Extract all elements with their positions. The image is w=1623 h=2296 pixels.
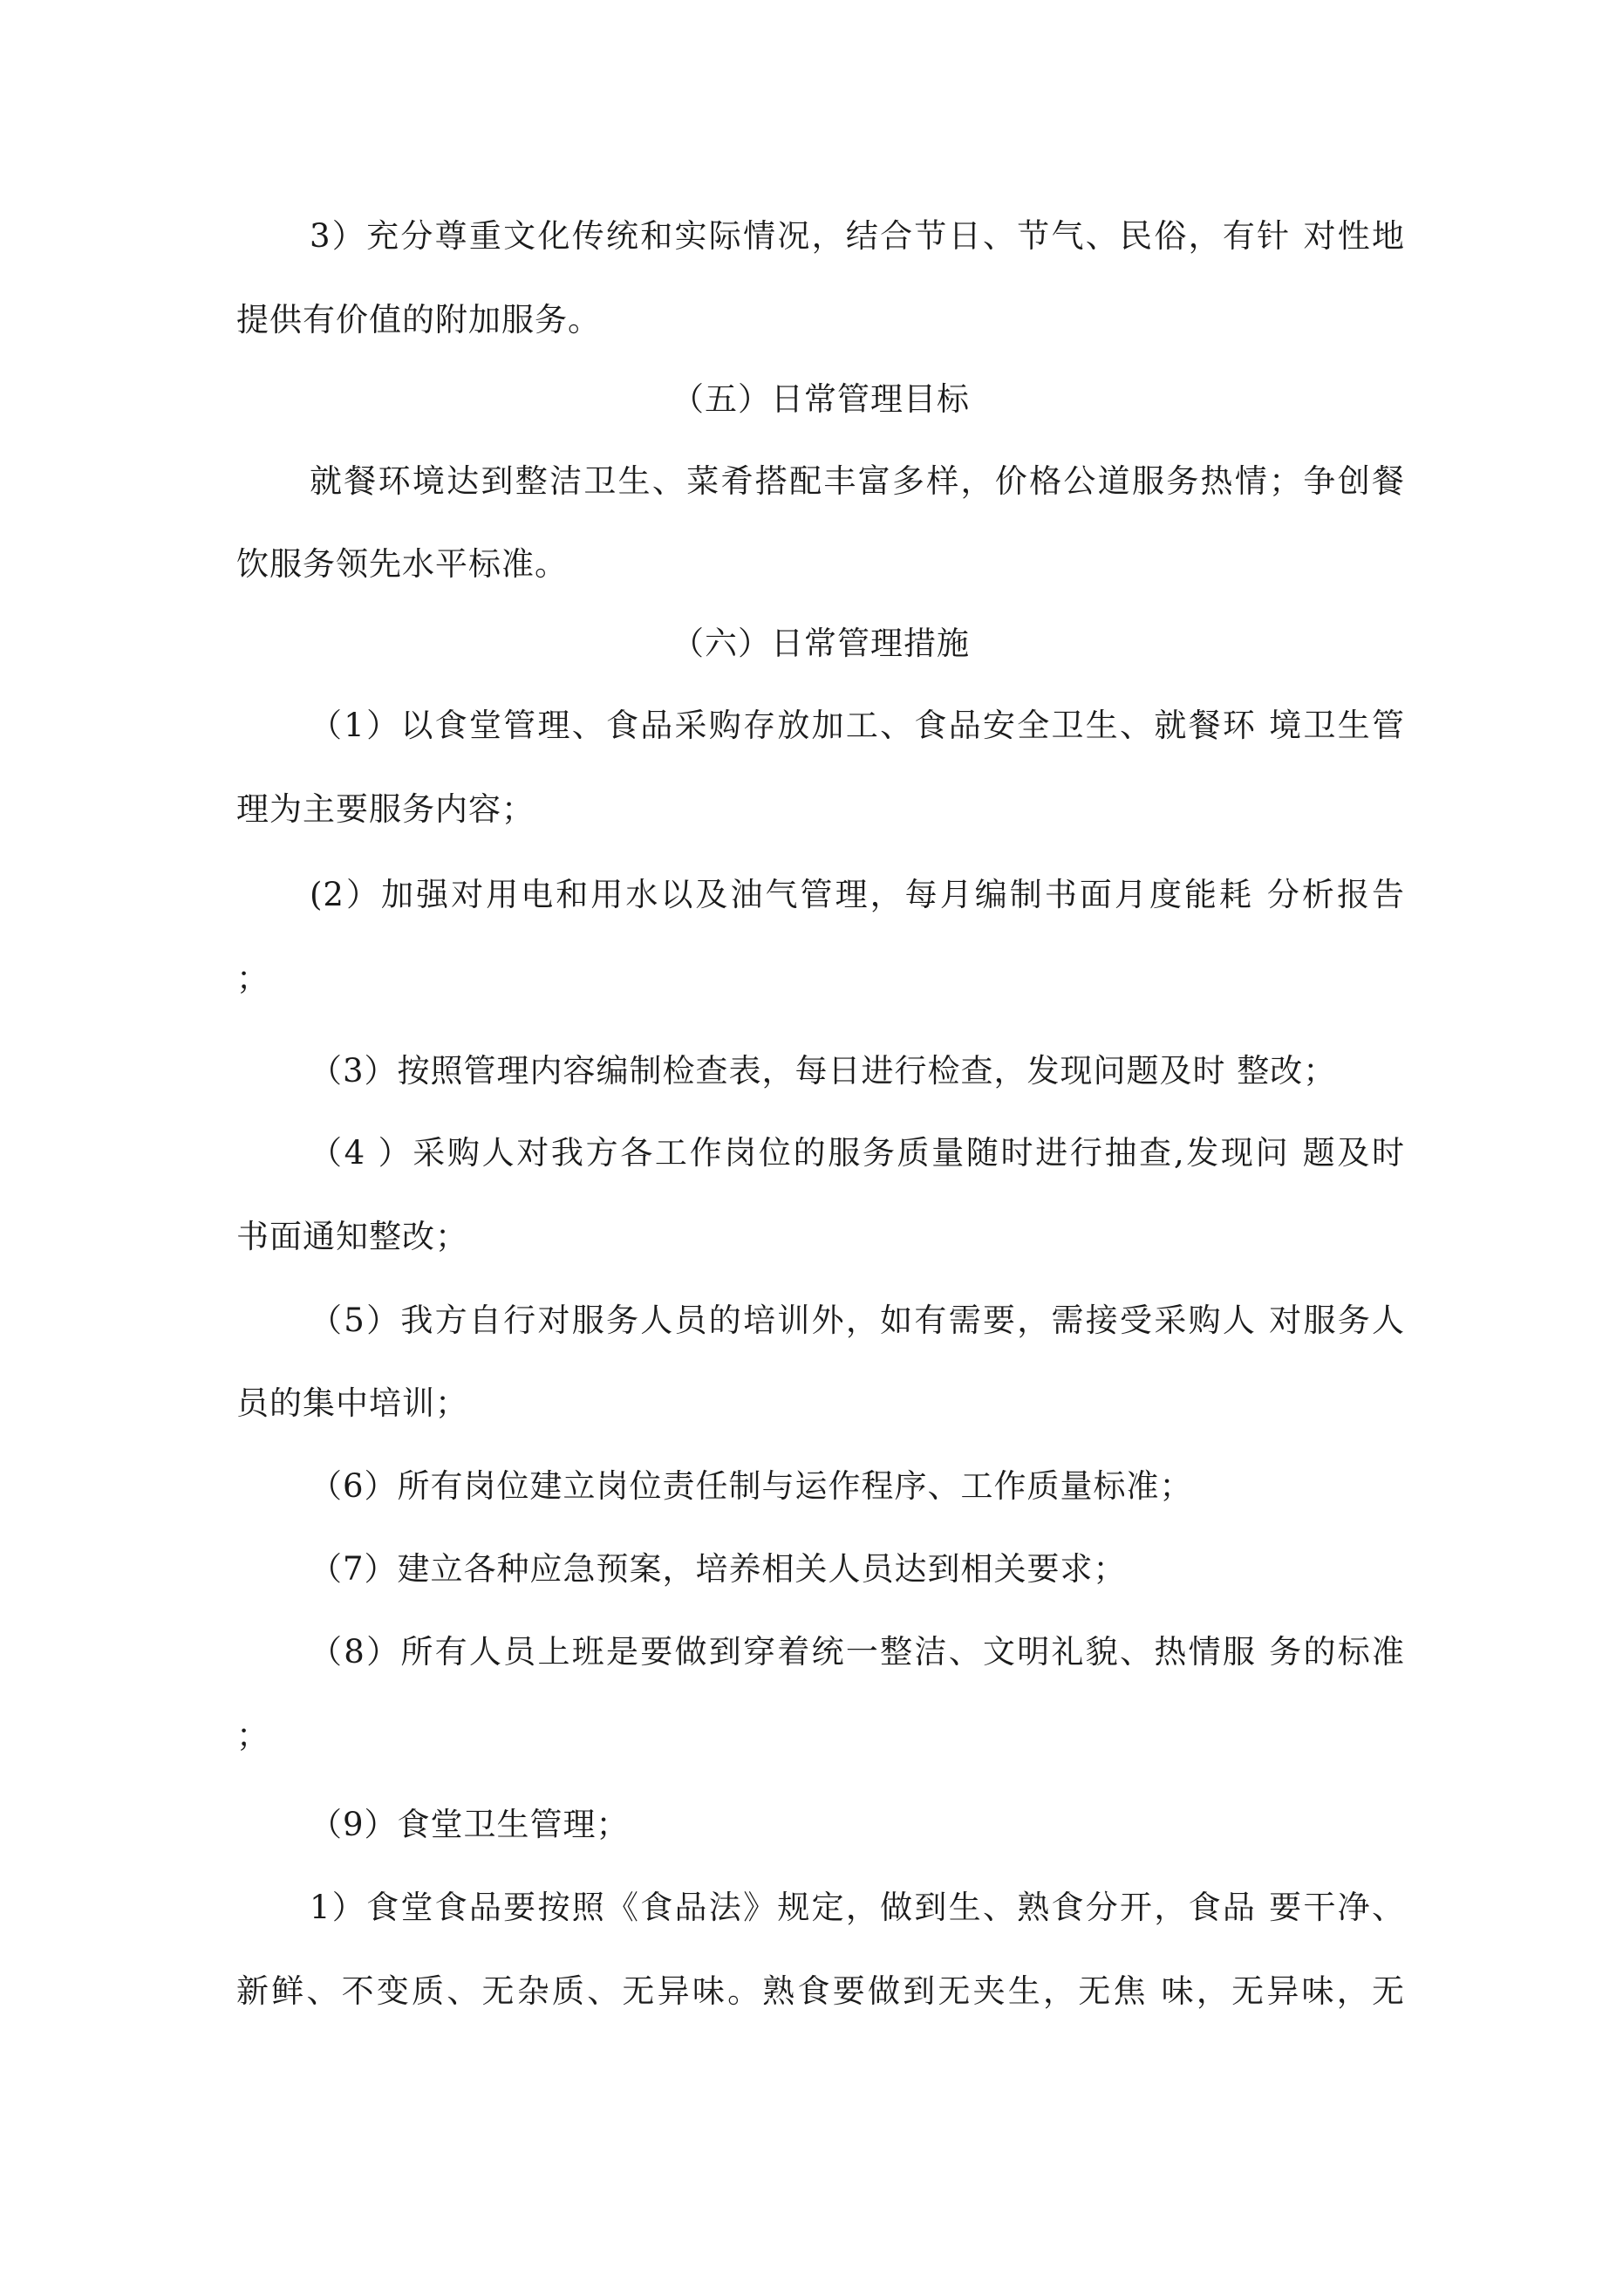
paragraph-line: 就餐环境达到整洁卫生、菜肴搭配丰富多样，价格公道服务热情；争创餐 xyxy=(310,462,1405,500)
paragraph-line: （8）所有人员上班是要做到穿着统一整洁、文明礼貌、热情服 务的标准 xyxy=(310,1633,1405,1671)
paragraph-line: 理为主要服务内容； xyxy=(236,790,535,828)
paragraph-line: 员的集中培训； xyxy=(236,1384,468,1422)
paragraph-line: 1）食堂食品要按照《食品法》规定，做到生、熟食分开，食品 要干净、 xyxy=(310,1889,1405,1926)
paragraph-line: ； xyxy=(236,1717,269,1754)
paragraph-line: 新鲜、不变质、无杂质、无异味。熟食要做到无夹生，无焦 味，无异味，无 xyxy=(236,1972,1405,2010)
paragraph-line: （4 ）采购人对我方各工作岗位的服务质量随时进行抽查,发现问 题及时 xyxy=(310,1134,1405,1172)
paragraph-line: 书面通知整改； xyxy=(236,1218,468,1255)
paragraph-line: 提供有价值的附加服务。 xyxy=(236,301,601,338)
paragraph-line: （1）以食堂管理、食品采购存放加工、食品安全卫生、就餐环 境卫生管 xyxy=(310,707,1405,744)
paragraph-line: 饮服务领先水平标准。 xyxy=(236,545,568,583)
paragraph-line: ； xyxy=(236,960,269,997)
paragraph-line: （7）建立各种应急预案，培养相关人员达到相关要求； xyxy=(310,1550,1127,1588)
paragraph-line: （6）所有岗位建立岗位责任制与运作程序、工作质量标准； xyxy=(310,1467,1193,1505)
paragraph-line: （9）食堂卫生管理； xyxy=(310,1806,630,1843)
paragraph-line: (2）加强对用电和用水以及油气管理，每月编制书面月度能耗 分析报告 xyxy=(310,876,1405,913)
paragraph-line: （5）我方自行对服务人员的培训外，如有需要，需接受采购人 对服务人 xyxy=(310,1302,1405,1339)
section-heading: （五）日常管理目标 xyxy=(672,380,970,418)
section-heading: （六）日常管理措施 xyxy=(672,625,970,662)
paragraph-line: 3）充分尊重文化传统和实际情况，结合节日、节气、民俗，有针 对性地 xyxy=(310,217,1405,255)
paragraph-line: （3）按照管理内容编制检查表，每日进行检查，发现问题及时 整改； xyxy=(310,1052,1337,1090)
